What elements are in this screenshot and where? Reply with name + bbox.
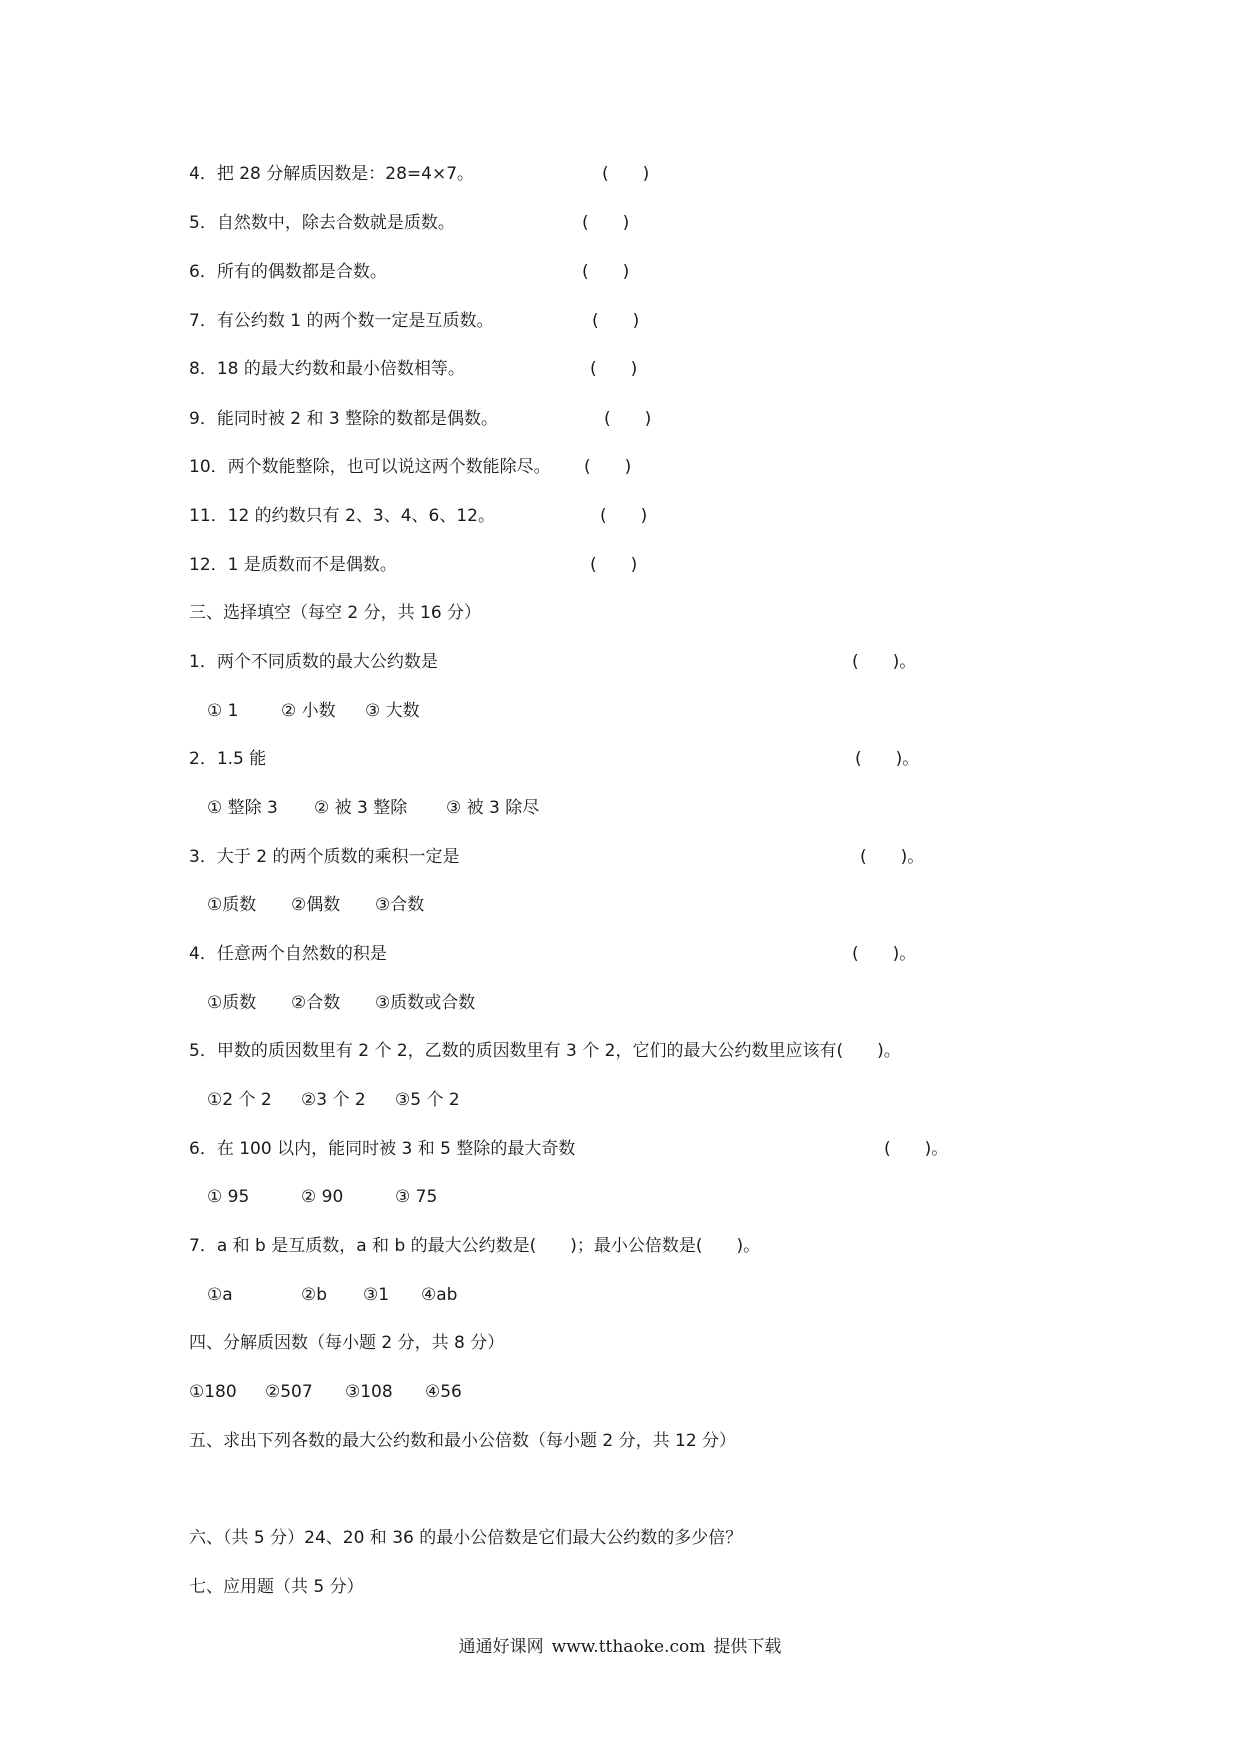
question: 4．任意两个自然数的积是: [189, 944, 387, 964]
question: 1．两个不同质数的最大公约数是: [189, 652, 438, 672]
option: ① 1: [207, 701, 239, 721]
footer-site-name: 通通好课网: [458, 1637, 544, 1657]
option: ①2 个 2: [207, 1090, 272, 1110]
option: ④ab: [421, 1285, 458, 1305]
options-row: [207, 894, 424, 916]
option: ③5 个 2: [395, 1090, 460, 1110]
section-heading: 五、求出下列各数的最大公约数和最小公倍数（每小题 2 分，共 12 分）: [189, 1431, 737, 1451]
option: ②b: [301, 1285, 328, 1305]
answer-paren: ( ): [600, 506, 648, 526]
option: ③1: [363, 1285, 390, 1305]
page-footer: [0, 1636, 1240, 1658]
judgement-item: 9．能同时被 2 和 3 整除的数都是偶数。: [189, 409, 499, 429]
answer-paren: ( ): [592, 311, 640, 331]
options-row: [207, 1089, 460, 1111]
option: ①质数: [207, 895, 257, 915]
footer-suffix: 提供下载: [713, 1637, 782, 1657]
option: ③ 75: [395, 1187, 438, 1207]
answer-paren: ( ): [602, 164, 650, 184]
judgement-item: 8．18 的最大约数和最小倍数相等。: [189, 359, 465, 379]
section-heading: 七、应用题（共 5 分）: [189, 1577, 364, 1597]
factor-item: ③108: [345, 1382, 393, 1402]
answer-paren: ( )。: [852, 944, 917, 964]
answer-paren: ( ): [584, 457, 632, 477]
options-row: [207, 797, 539, 819]
answer-paren: ( )。: [860, 847, 925, 867]
options-row: [207, 1186, 437, 1208]
option: ② 90: [301, 1187, 344, 1207]
factor-item: ②507: [265, 1382, 313, 1402]
option: ②合数: [291, 993, 341, 1013]
factor-items: [189, 1381, 462, 1403]
answer-paren: ( )。: [852, 652, 917, 672]
options-row: [207, 1284, 457, 1306]
option: ③合数: [375, 895, 425, 915]
options-row: [207, 992, 475, 1014]
judgement-item: 4．把 28 分解质因数是：28=4×7。: [189, 164, 475, 184]
footer-url: www.tthaoke.com: [551, 1637, 706, 1657]
question: 5．甲数的质因数里有 2 个 2，乙数的质因数里有 3 个 2，它们的最大公约数里应该有( )。: [189, 1041, 901, 1061]
option: ② 小数: [281, 701, 336, 721]
option: ③ 被 3 除尽: [446, 798, 540, 818]
answer-paren: ( ): [590, 359, 638, 379]
question: 7．a 和 b 是互质数，a 和 b 的最大公约数是( )；最小公倍数是( )。: [189, 1236, 761, 1256]
section-heading: 六、（共 5 分）24、20 和 36 的最小公倍数是它们最大公约数的多少倍？: [189, 1528, 743, 1548]
question: 6．在 100 以内，能同时被 3 和 5 整除的最大奇数: [189, 1139, 576, 1159]
option: ①质数: [207, 993, 257, 1013]
option: ②3 个 2: [301, 1090, 366, 1110]
answer-paren: ( )。: [884, 1139, 949, 1159]
answer-paren: ( ): [590, 555, 638, 575]
judgement-item: 10．两个数能整除，也可以说这两个数能除尽。: [189, 457, 551, 477]
question: 2．1.5 能: [189, 749, 267, 769]
judgement-item: 5．自然数中，除去合数就是质数。: [189, 213, 455, 233]
judgement-item: 7．有公约数 1 的两个数一定是互质数。: [189, 311, 494, 331]
answer-paren: ( ): [582, 213, 630, 233]
question: 3．大于 2 的两个质数的乘积一定是: [189, 847, 460, 867]
option: ① 整除 3: [207, 798, 278, 818]
factor-item: ④56: [425, 1382, 462, 1402]
answer-paren: ( ): [582, 262, 630, 282]
section-heading: 四、分解质因数（每小题 2 分，共 8 分）: [189, 1333, 505, 1353]
option: ① 95: [207, 1187, 250, 1207]
options-row: [207, 700, 420, 722]
option: ③ 大数: [365, 701, 420, 721]
section-heading: 三、选择填空（每空 2 分，共 16 分）: [189, 603, 482, 623]
factor-item: ①180: [189, 1382, 237, 1402]
judgement-item: 12．1 是质数而不是偶数。: [189, 555, 397, 575]
option: ①a: [207, 1285, 233, 1305]
option: ②偶数: [291, 895, 341, 915]
judgement-item: 11．12 的约数只有 2、3、4、6、12。: [189, 506, 495, 526]
option: ② 被 3 整除: [314, 798, 408, 818]
judgement-item: 6．所有的偶数都是合数。: [189, 262, 387, 282]
answer-paren: ( )。: [855, 749, 920, 769]
option: ③质数或合数: [375, 993, 476, 1013]
answer-paren: ( ): [604, 409, 652, 429]
